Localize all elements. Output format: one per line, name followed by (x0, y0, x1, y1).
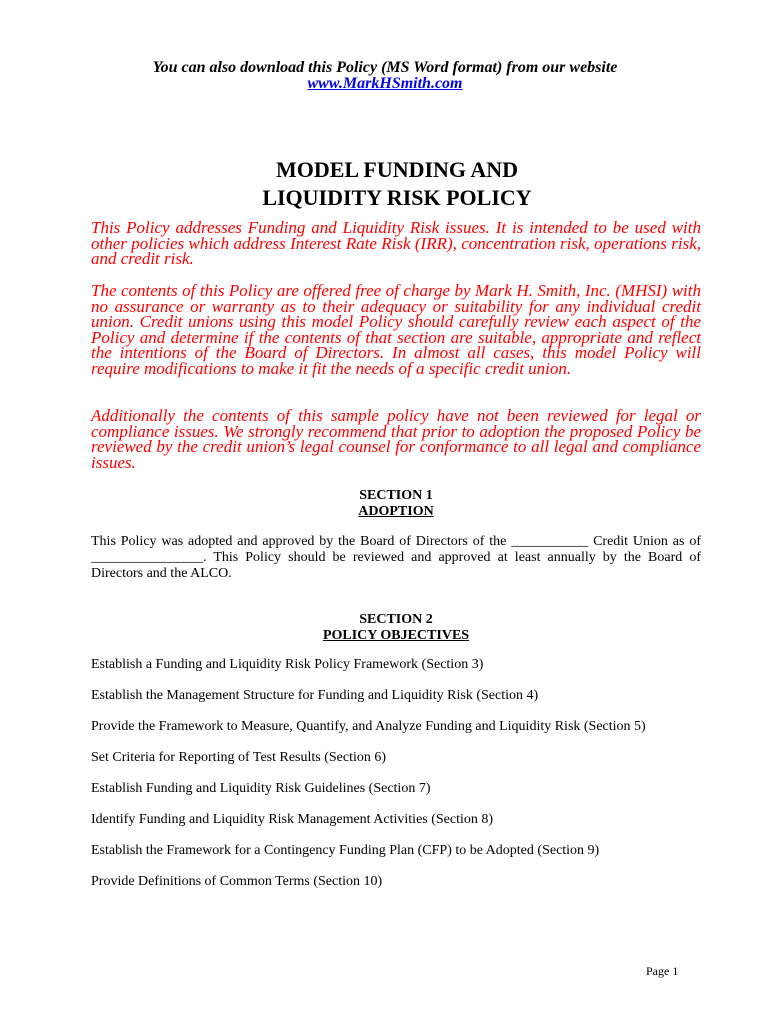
objective-item: Provide the Framework to Measure, Quantify, and Analyze Funding and Liquidity Risk (Section 5) (91, 719, 646, 734)
download-note-text: You can also download this Policy (MS Word format) from our website (152, 59, 618, 76)
section-2-heading (91, 612, 701, 644)
website-link[interactable]: www.MarkHSmith.com (307, 75, 463, 92)
download-note (0, 60, 770, 92)
section-1-number: SECTION 1 (359, 488, 433, 503)
objective-item: Establish Funding and Liquidity Risk Guidelines (Section 7) (91, 781, 431, 796)
page-title (0, 156, 770, 212)
section-1-title: ADOPTION (358, 504, 434, 519)
objective-item: Establish the Management Structure for Funding and Liquidity Risk (Section 4) (91, 688, 539, 703)
intro-paragraph-3: Additionally the contents of this sample policy have not been reviewed for legal or compliance issues. We strongly recommend that prior to adoption the proposed Policy be reviewed by the credit union’s legal counsel for conformance to all legal and compliance issues. (91, 406, 701, 472)
objective-item: Provide Definitions of Common Terms (Section 10) (91, 874, 383, 889)
objective-item: Establish the Framework for a Contingency Funding Plan (CFP) to be Adopted (Section 9) (91, 843, 600, 858)
page-number: Page 1 (646, 964, 679, 978)
section-2-title: POLICY OBJECTIVES (322, 628, 470, 643)
title-line-2: LIQUIDITY RISK POLICY (262, 185, 532, 210)
section-2-number: SECTION 2 (359, 612, 433, 627)
title-line-1: MODEL FUNDING AND (275, 157, 518, 182)
objective-item: Set Criteria for Reporting of Test Results (Section 6) (91, 750, 387, 765)
intro-paragraph-1: This Policy addresses Funding and Liquidity Risk issues. It is intended to be used with other policies which address Interest Rate Risk (IRR), concentration risk, operations risk, and credit risk. (91, 218, 701, 268)
section-1-text: This Policy was adopted and approved by the Board of Directors of the ___________ Credit Union as of ________________. This Policy should be reviewed and approved at least annually by the Board of Directors and the ALCO. (91, 534, 701, 581)
objective-item: Identify Funding and Liquidity Risk Management Activities (Section 8) (91, 812, 494, 827)
objective-item: Establish a Funding and Liquidity Risk Policy Framework (Section 3) (91, 657, 484, 672)
objectives-list (91, 657, 711, 905)
section-1-heading (91, 488, 701, 520)
intro-paragraph-2: The contents of this Policy are offered free of charge by Mark H. Smith, Inc. (MHSI) with no assurance or warranty as to their adequacy or suitability for any individual credit union. Credit unions using this model Policy should carefully review each aspect of the Policy and determine if the contents of that section are suitable, appropriate and reflect the intentions of the Board of Directors. In almost all cases, this model Policy will require modifications to make it fit the needs of a specific credit union. (91, 281, 701, 378)
